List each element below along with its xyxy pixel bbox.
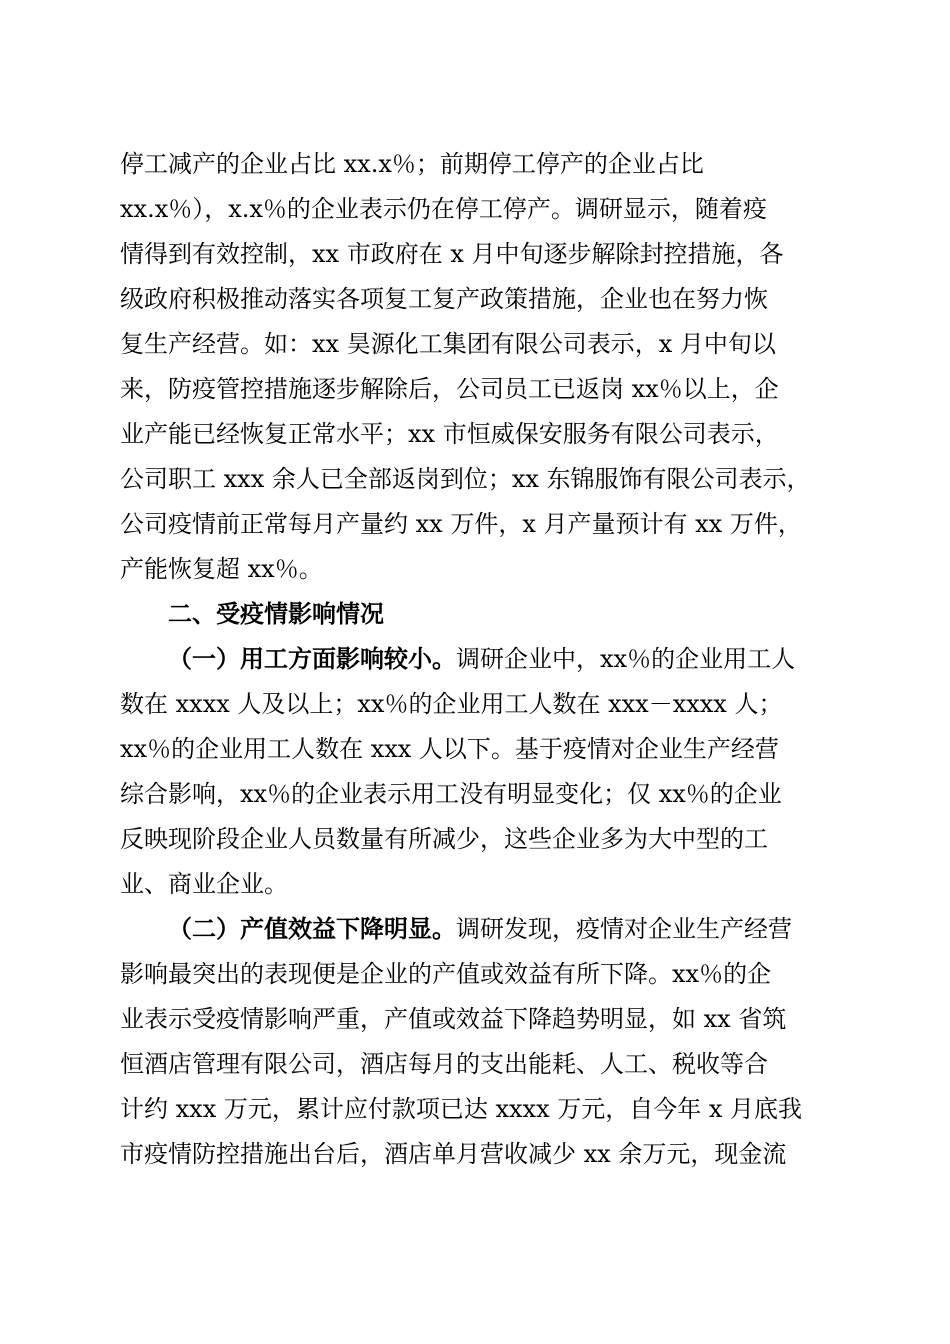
paragraph-line: 来，防疫管控措施逐步解除后，公司员工已返岗 xx％以上，企: [120, 375, 779, 403]
paragraph-line: 业表示受疫情影响严重，产值或效益下降趋势明显，如 xx 省筑: [120, 1005, 787, 1033]
paragraph-line: 恒酒店管理有限公司，酒店每月的支出能耗、人工、税收等合: [120, 1050, 768, 1078]
subsection-title: （二）产值效益下降明显。: [168, 914, 456, 943]
paragraph-line: 市疫情防控措施出台后，酒店单月营收减少 xx 余万元，现金流: [120, 1140, 787, 1168]
subsection-text: 调研企业中，xx％的企业用工人: [456, 645, 796, 673]
paragraph-line: 产能恢复超 xx％。: [120, 555, 323, 583]
paragraph-line: 公司疫情前正常每月产量约 xx 万件，x 月产量预计有 xx 万件，: [120, 510, 802, 538]
paragraph-line: 反映现阶段企业人员数量有所减少，这些企业多为大中型的工: [120, 825, 768, 853]
subsection-title: （一）用工方面影响较小。: [168, 644, 456, 673]
paragraph-line: xx.x％），x.x％的企业表示仍在停工停产。调研显示，随着疫: [120, 195, 767, 223]
paragraph-line: 业产能已经恢复正常水平；xx 市恒威保安服务有限公司表示，: [120, 420, 779, 448]
paragraph-line: 影响最突出的表现便是企业的产值或效益有所下降。xx％的企: [120, 960, 772, 988]
paragraph-line: xx％的企业用工人数在 xxx 人以下。基于疫情对企业生产经营: [120, 735, 779, 763]
subsection-text: 调研发现，疫情对企业生产经营: [456, 915, 792, 943]
subsection-first-line: [168, 906, 830, 952]
paragraph-line: 计约 xxx 万元，累计应付款项已达 xxxx 万元，自今年 x 月底我: [120, 1095, 803, 1123]
subsection-first-line: [168, 636, 830, 682]
paragraph-line: 业、商业企业。: [120, 870, 288, 898]
section-heading: 二、受疫情影响情况: [168, 600, 384, 628]
paragraph-line: 综合影响，xx％的企业表示用工没有明显变化；仅 xx％的企业: [120, 780, 782, 808]
paragraph-line: 数在 xxxx 人及以上；xx％的企业用工人数在 xxx－xxxx 人；: [120, 690, 783, 718]
paragraph-line: 复生产经营。如：xx 昊源化工集团有限公司表示，x 月中旬以: [120, 330, 776, 358]
paragraph-line: 停工减产的企业占比 xx.x％；前期停工停产的企业占比: [120, 150, 704, 178]
paragraph-line: 公司职工 xxx 余人已全部返岗到位；xx 东锦服饰有限公司表示，: [120, 465, 811, 493]
paragraph-line: 情得到有效控制，xx 市政府在 x 月中旬逐步解除封控措施，各: [120, 240, 784, 268]
paragraph-line: 级政府积极推动落实各项复工复产政策措施，企业也在努力恢: [120, 285, 768, 313]
